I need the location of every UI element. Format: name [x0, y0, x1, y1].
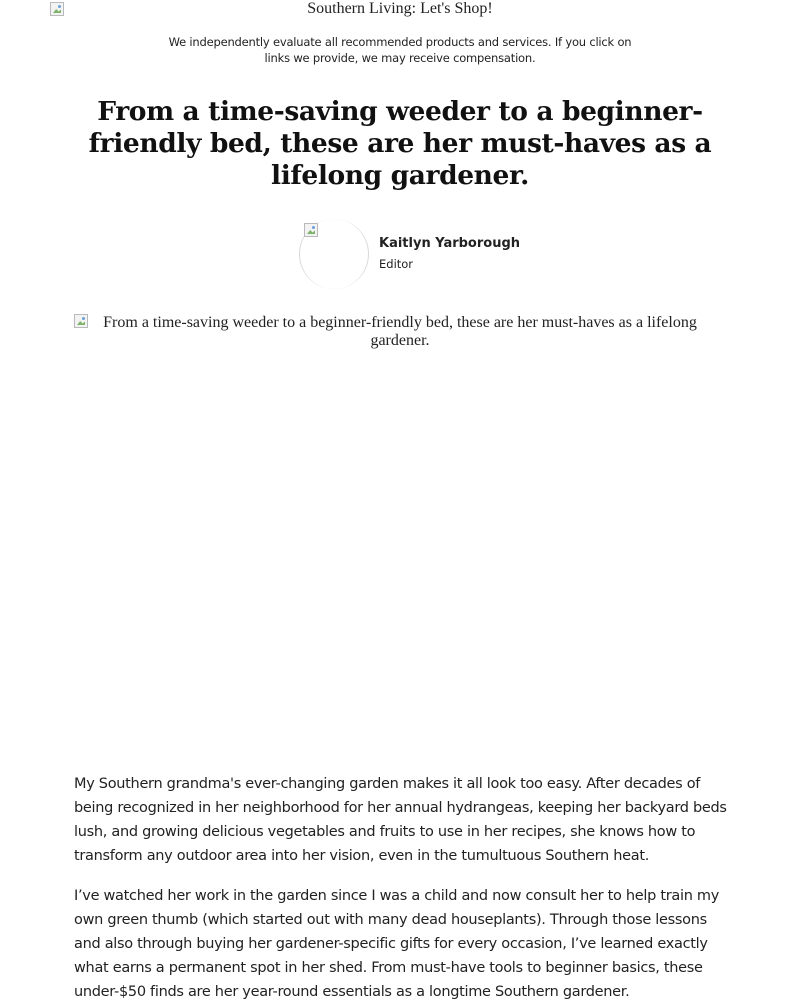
article-paragraph: My Southern grandma's ever-changing garden makes it all look too easy. After decades of being recognized in her neighborhood for her annual hydrangeas, keeping her backyard beds lush, and growing delicious vegetables and fruits to use in her recipes, she knows how to transform any outdoor area into her vision, even in the tumultuous Southern heat.	[74, 776, 727, 864]
affiliate-disclaimer: We independently evaluate all recommended products and services. If you click on links we provide, we may receive compensation.	[168, 35, 632, 65]
site-logo[interactable]	[50, 0, 750, 18]
broken-image-icon	[304, 223, 318, 237]
author-avatar[interactable]	[299, 219, 369, 289]
author-name-link[interactable]: Kaitlyn Yarborough	[379, 236, 521, 251]
hero-image-alt-text: From a time-saving weeder to a beginner-friendly bed, these are her must-haves as a lifelong gardener.	[103, 314, 697, 349]
article-headline: From a time-saving weeder to a beginner-friendly bed, these are her must-haves as a lifelong gardener.	[88, 96, 712, 191]
broken-image-icon	[74, 314, 88, 328]
hero-image	[74, 314, 726, 754]
site-logo-alt-text: Southern Living: Let's Shop!	[307, 0, 493, 17]
author-role: Editor	[379, 257, 414, 271]
article-paragraph: I’ve watched her work in the garden since I was a child and now consult her to help train my own green thumb (which started out with many dead houseplants). Through those lessons and also through buying her gardener-specific gifts for every occasion, I’ve learned exactly what earns a permanent spot in her shed. From must-have tools to beginner basics, these under-$50 finds are her year-round essentials as a longtime Southern gardener.	[74, 888, 720, 1000]
